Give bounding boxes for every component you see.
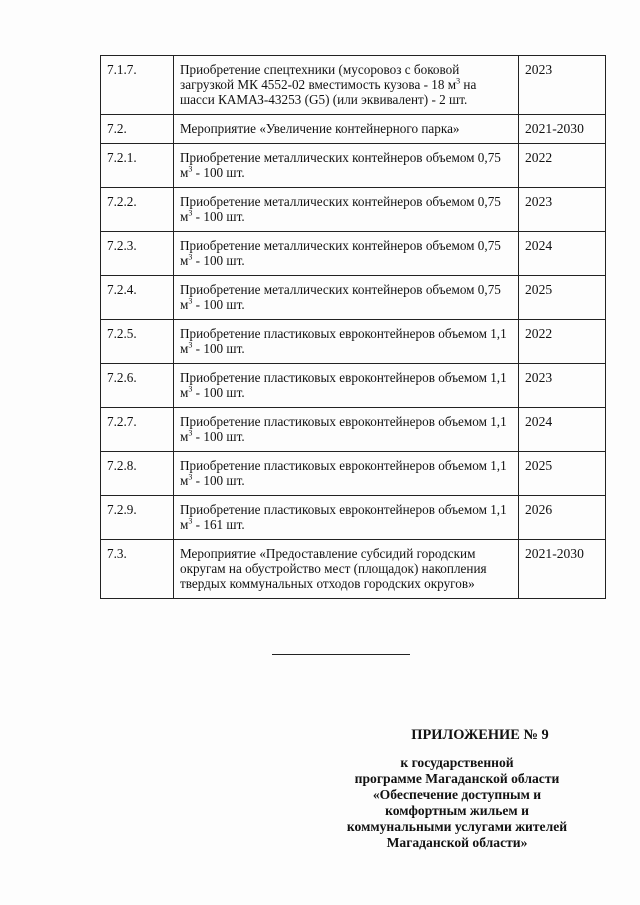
table-row bbox=[101, 540, 606, 599]
appendix-heading: ПРИЛОЖЕНИЕ № 9 bbox=[411, 727, 549, 743]
appendix-line: к государственной bbox=[400, 755, 514, 770]
table-row bbox=[101, 496, 606, 540]
row-year: 2023 bbox=[519, 364, 606, 408]
row-number: 7.2.8. bbox=[101, 452, 174, 496]
row-description: Приобретение металлических контейнеров объемом 0,75 $м^3 - 100$ шт. bbox=[174, 276, 519, 320]
row-description: Приобретение пластиковых евроконтейнеров объемом 1,1 $м^3 - 161$ шт. bbox=[174, 496, 519, 540]
row-description: Приобретение пластиковых евроконтейнеров объемом 1,1 $м^3 - 100$ шт. bbox=[174, 408, 519, 452]
measures-table bbox=[100, 55, 606, 599]
row-number: 7.2.6. bbox=[101, 364, 174, 408]
row-number: 7.2. bbox=[101, 115, 174, 144]
table-row bbox=[101, 408, 606, 452]
row-description: Приобретение металлических контейнеров объемом 0,75 $м^3 - 100$ шт. bbox=[174, 232, 519, 276]
row-year: 2023 bbox=[519, 56, 606, 115]
row-year: 2024 bbox=[519, 232, 606, 276]
row-description: Приобретение спецтехники (мусоровоз с боковой загрузкой МК 4552-02 вместимость кузова - 18 $м^3$ на шасси КАМАЗ-43253 (G5) (или эквивалент) - 2 шт. bbox=[174, 56, 519, 115]
row-year: 2024 bbox=[519, 408, 606, 452]
table-row bbox=[101, 232, 606, 276]
row-number: 7.2.5. bbox=[101, 320, 174, 364]
row-year: 2025 bbox=[519, 452, 606, 496]
appendix-block bbox=[326, 727, 588, 851]
row-number: 7.2.1. bbox=[101, 144, 174, 188]
row-number: 7.2.3. bbox=[101, 232, 174, 276]
row-description: Приобретение металлических контейнеров объемом 0,75 $м^3 - 100$ шт. bbox=[174, 144, 519, 188]
row-description: Приобретение пластиковых евроконтейнеров объемом 1,1 $м^3 - 100$ шт. bbox=[174, 364, 519, 408]
row-year: 2022 bbox=[519, 144, 606, 188]
table-row bbox=[101, 364, 606, 408]
row-description: Приобретение металлических контейнеров объемом 0,75 $м^3 - 100$ шт. bbox=[174, 188, 519, 232]
row-number: 7.2.2. bbox=[101, 188, 174, 232]
row-description: Приобретение пластиковых евроконтейнеров объемом 1,1 $м^3 - 100$ шт. bbox=[174, 452, 519, 496]
row-number: 7.2.4. bbox=[101, 276, 174, 320]
row-number: 7.3. bbox=[101, 540, 174, 599]
appendix-line: коммунальными услугами жителей bbox=[346, 819, 568, 834]
row-year: 2021-2030 bbox=[519, 540, 606, 599]
row-number: 7.1.7. bbox=[101, 56, 174, 115]
row-number: 7.2.7. bbox=[101, 408, 174, 452]
table-row bbox=[101, 144, 606, 188]
table-row bbox=[101, 452, 606, 496]
appendix-line: Магаданской области» bbox=[386, 835, 528, 850]
row-number: 7.2.9. bbox=[101, 496, 174, 540]
row-description: Мероприятие «Предоставление субсидий городским округам на обустройство мест (площадок) накопления твердых коммунальных отходов городских округов» bbox=[174, 540, 519, 599]
appendix-line: комфортным жильем и bbox=[385, 803, 529, 818]
row-year: 2023 bbox=[519, 188, 606, 232]
row-year: 2022 bbox=[519, 320, 606, 364]
row-year: 2026 bbox=[519, 496, 606, 540]
separator-line bbox=[272, 654, 410, 655]
table-row bbox=[101, 115, 606, 144]
appendix-line: «Обеспечение доступным и bbox=[372, 787, 542, 802]
row-description: Мероприятие «Увеличение контейнерного парка» bbox=[174, 115, 519, 144]
table-row bbox=[101, 56, 606, 115]
table-row bbox=[101, 276, 606, 320]
row-description: Приобретение пластиковых евроконтейнеров объемом 1,1 $м^3 - 100$ шт. bbox=[174, 320, 519, 364]
row-year: 2025 bbox=[519, 276, 606, 320]
row-year: 2021-2030 bbox=[519, 115, 606, 144]
table-row bbox=[101, 188, 606, 232]
table-row bbox=[101, 320, 606, 364]
appendix-line: программе Магаданской области bbox=[354, 771, 560, 786]
